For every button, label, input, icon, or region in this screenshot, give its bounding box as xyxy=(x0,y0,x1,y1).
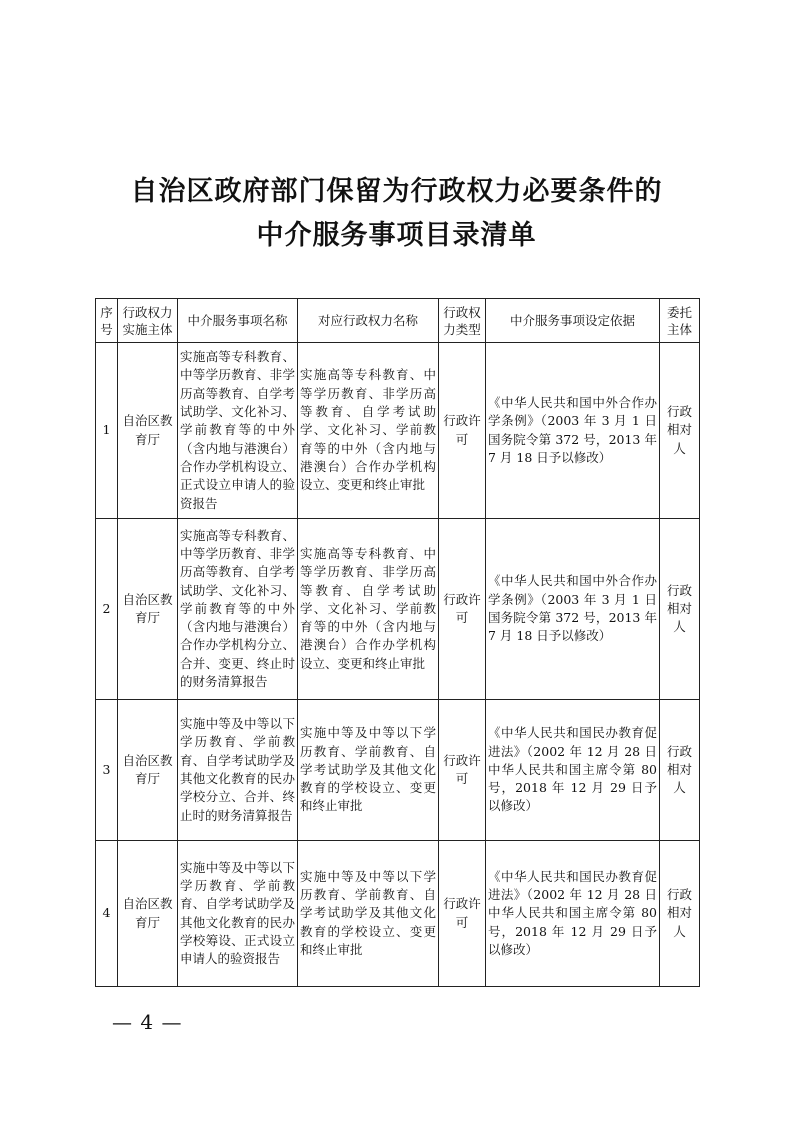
header-power-name: 对应行政权力名称 xyxy=(298,299,439,343)
table-row xyxy=(96,700,700,841)
cell-no: 2 xyxy=(96,519,118,700)
table-row xyxy=(96,519,700,700)
cell-legal-basis: 《中华人民共和国中外合作办学条例》（2003 年 3 月 1 日国务院令第 372 号，2013 年 7 月 18 日予以修改） xyxy=(486,519,660,700)
cell-power-name: 实施高等专科教育、中等学历教育、非学历高等教育、自学考试助学、文化补习、学前教育等的中外（含内地与港澳台）合作办学机构设立、变更和终止审批 xyxy=(298,343,439,519)
cell-org: 自治区教育厅 xyxy=(118,343,178,519)
cell-legal-basis: 《中华人民共和国民办教育促进法》（2002 年 12 月 28 日中华人民共和国主席令第 80 号，2018 年 12 月 29 日予以修改） xyxy=(486,841,660,987)
cell-service-name: 实施高等专科教育、中等学历教育、非学历高等教育、自学考试助学、文化补习、学前教育等的中外（含内地与港澳台）合作办学机构设立、正式设立申请人的验资报告 xyxy=(178,343,298,519)
header-service-name: 中介服务事项名称 xyxy=(178,299,298,343)
header-power-type: 行政权力类型 xyxy=(439,299,486,343)
header-org: 行政权力实施主体 xyxy=(118,299,178,343)
cell-trust-subject: 行政相对人 xyxy=(660,841,700,987)
cell-power-type: 行政许可 xyxy=(439,841,486,987)
cell-org: 自治区教育厅 xyxy=(118,841,178,987)
cell-service-name: 实施中等及中等以下学历教育、学前教育、自学考试助学及其他文化教育的民办学校筹设、正式设立申请人的验资报告 xyxy=(178,841,298,987)
cell-power-type: 行政许可 xyxy=(439,519,486,700)
cell-trust-subject: 行政相对人 xyxy=(660,700,700,841)
header-no: 序号 xyxy=(96,299,118,343)
cell-trust-subject: 行政相对人 xyxy=(660,519,700,700)
document-title-line-2: 中介服务事项目录清单 xyxy=(256,220,537,251)
cell-org: 自治区教育厅 xyxy=(118,700,178,841)
cell-power-name: 实施中等及中等以下学历教育、学前教育、自学考试助学及其他文化教育的学校设立、变更和终止审批 xyxy=(298,700,439,841)
table-row xyxy=(96,343,700,519)
cell-trust-subject: 行政相对人 xyxy=(660,343,700,519)
cell-power-type: 行政许可 xyxy=(439,700,486,841)
cell-power-name: 实施中等及中等以下学历教育、学前教育、自学考试助学及其他文化教育的学校设立、变更和终止审批 xyxy=(298,841,439,987)
cell-service-name: 实施高等专科教育、中等学历教育、非学历高等教育、自学考试助学、文化补习、学前教育等的中外（含内地与港澳台）合作办学机构分立、合并、变更、终止时的财务清算报告 xyxy=(178,519,298,700)
table-header-row xyxy=(96,299,700,343)
cell-no: 4 xyxy=(96,841,118,987)
header-trust-subject: 委托主体 xyxy=(660,299,700,343)
cell-legal-basis: 《中华人民共和国民办教育促进法》（2002 年 12 月 28 日中华人民共和国主席令第 80 号，2018 年 12 月 29 日予以修改） xyxy=(486,700,660,841)
table-row xyxy=(96,841,700,987)
cell-no: 3 xyxy=(96,700,118,841)
cell-power-type: 行政许可 xyxy=(439,343,486,519)
page-number: — 4 — xyxy=(112,1010,183,1034)
intermediary-service-catalog-table xyxy=(95,298,700,987)
header-legal-basis: 中介服务事项设定依据 xyxy=(486,299,660,343)
cell-power-name: 实施高等专科教育、中等学历教育、非学历高等教育、自学考试助学、文化补习、学前教育等的中外（含内地与港澳台）合作办学机构设立、变更和终止审批 xyxy=(298,519,439,700)
cell-no: 1 xyxy=(96,343,118,519)
cell-org: 自治区教育厅 xyxy=(118,519,178,700)
cell-service-name: 实施中等及中等以下学历教育、学前教育、自学考试助学及其他文化教育的民办学校分立、合并、终止时的财务清算报告 xyxy=(178,700,298,841)
cell-legal-basis: 《中华人民共和国中外合作办学条例》（2003 年 3 月 1 日国务院令第 372 号，2013 年 7 月 18 日予以修改） xyxy=(486,343,660,519)
document-title-line-1: 自治区政府部门保留为行政权力必要条件的 xyxy=(130,176,663,207)
